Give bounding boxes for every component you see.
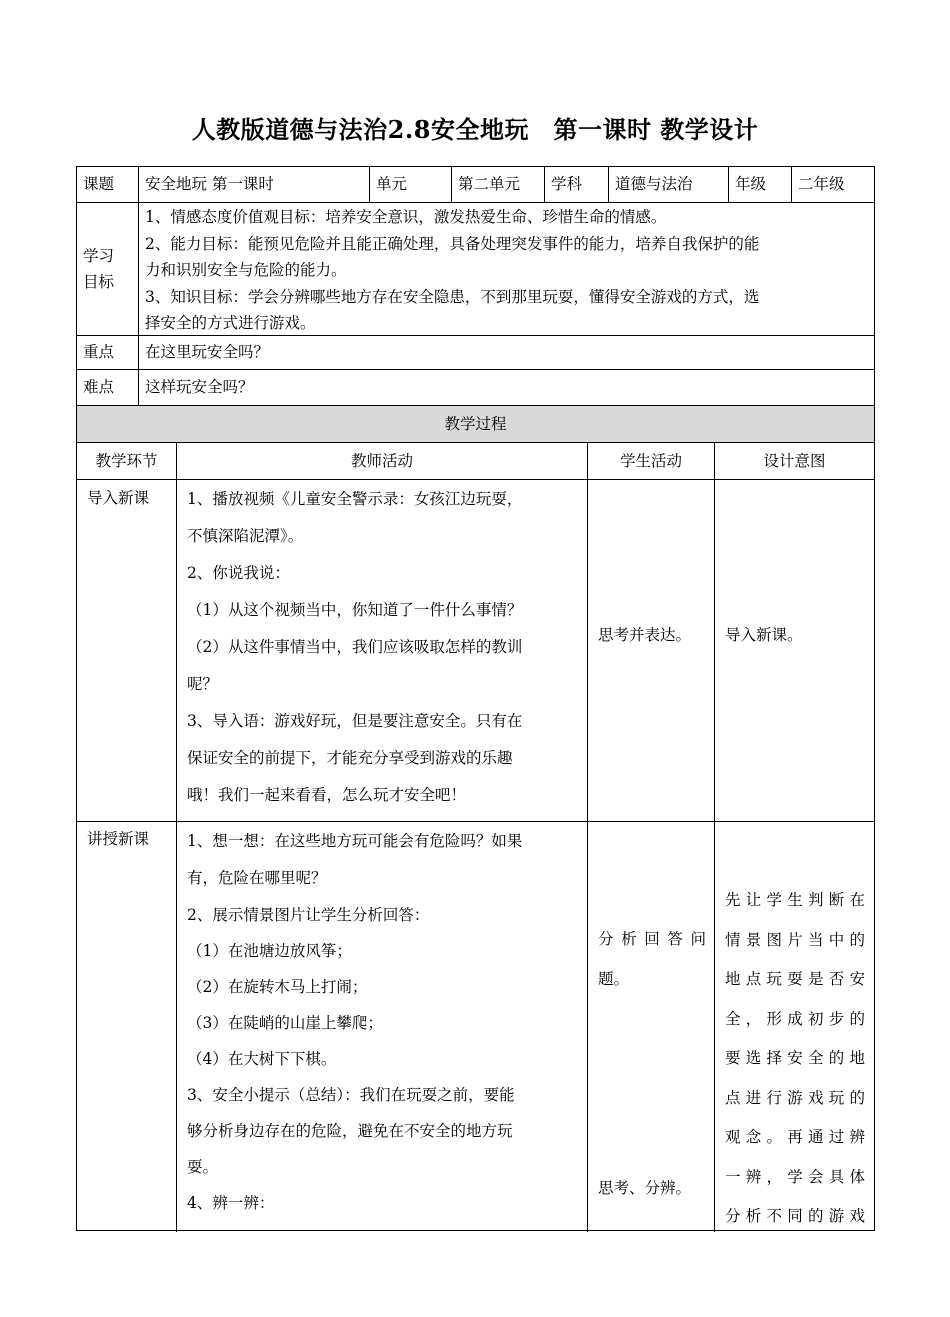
document-title: 人教版道德与法治2.8安全地玩 第一课时 教学设计 bbox=[191, 115, 759, 144]
col-header-stage: 教学环节 bbox=[95, 452, 158, 470]
stage-new-lesson: 讲授新课 bbox=[87, 830, 150, 848]
student-activity-new-lesson: 分析回答问 题。 bbox=[598, 930, 706, 988]
intent-intro: 导入新课。 bbox=[725, 626, 803, 644]
student-activity-new-lesson-2: 思考、分辨。 bbox=[598, 1179, 692, 1197]
process-header: 教学过程 bbox=[444, 415, 507, 433]
student-activity-intro: 思考并表达。 bbox=[598, 626, 692, 644]
grade-label: 年级 bbox=[735, 175, 767, 193]
key-point-label: 重点 bbox=[83, 343, 115, 361]
intent-new-lesson: 先让学生判断在 情景图片当中的 地点玩耍是否安 全，形成初步的 要选择安全的地 点进行游戏玩的 观念。再通过辨 一辨，学会具体 分析不同的游戏 bbox=[725, 891, 865, 1225]
unit-label: 单元 bbox=[376, 175, 408, 193]
difficulty-value: 这样玩安全吗？ bbox=[145, 378, 254, 396]
subject-label: 学科 bbox=[551, 175, 583, 193]
grade-value: 二年级 bbox=[798, 175, 845, 193]
difficulty-label: 难点 bbox=[83, 378, 115, 396]
subject-value: 道德与法治 bbox=[615, 175, 693, 193]
col-header-intent: 设计意图 bbox=[763, 452, 826, 470]
teacher-activity-new-lesson: 1、想一想：在这些地方玩可能会有危险吗？如果 有，危险在哪里呢？ 2、展示情景图片让学生分析回答： （1）在池塘边放风筝； （2）在旋转木马上打闹； （3）在陡峭的山崖上攀爬； （4）在大树下下棋。 3、安全小提示（总结）：我们在玩耍之前，要能 够分析身边存在的危险，避免在不安全的地方玩 耍。 4、辨一辨： bbox=[187, 832, 523, 1212]
lesson-plan-table bbox=[76, 166, 875, 1231]
col-header-student: 学生活动 bbox=[619, 452, 682, 470]
topic-label: 课题 bbox=[83, 175, 115, 193]
unit-value: 第二单元 bbox=[458, 175, 521, 193]
goals-label: 学习 目标 bbox=[83, 247, 115, 291]
teacher-activity-intro: 1、播放视频《儿童安全警示录：女孩江边玩耍， 不慎深陷泥潭》。 2、你说我说： （1）从这个视频当中，你知道了一件什么事情？ （2）从这件事情当中，我们应该吸取怎样的教训 呢？ 3、导入语：游戏好玩，但是要注意安全。只有在 保证安全的前提下，才能充分享受到游戏的乐趣 哦！我们一起来看看，怎么玩才安全吧！ bbox=[187, 490, 523, 804]
col-header-teacher: 教师活动 bbox=[350, 452, 413, 470]
topic-value: 安全地玩 第一课时 bbox=[145, 175, 274, 193]
stage-intro: 导入新课 bbox=[87, 489, 150, 507]
key-point-value: 在这里玩安全吗？ bbox=[145, 343, 270, 361]
goals-content: 1、情感态度价值观目标：培养安全意识，激发热爱生命、珍惜生命的情感。 2、能力目标：能预见危险并且能正确处理，具备处理突发事件的能力，培养自我保护的能 力和识别安全与危险的能力。 3、知识目标：学会分辨哪些地方存在安全隐患，不到那里玩耍，懂得安全游戏的方式，选 择安全的方式进行游戏。 bbox=[145, 208, 760, 333]
